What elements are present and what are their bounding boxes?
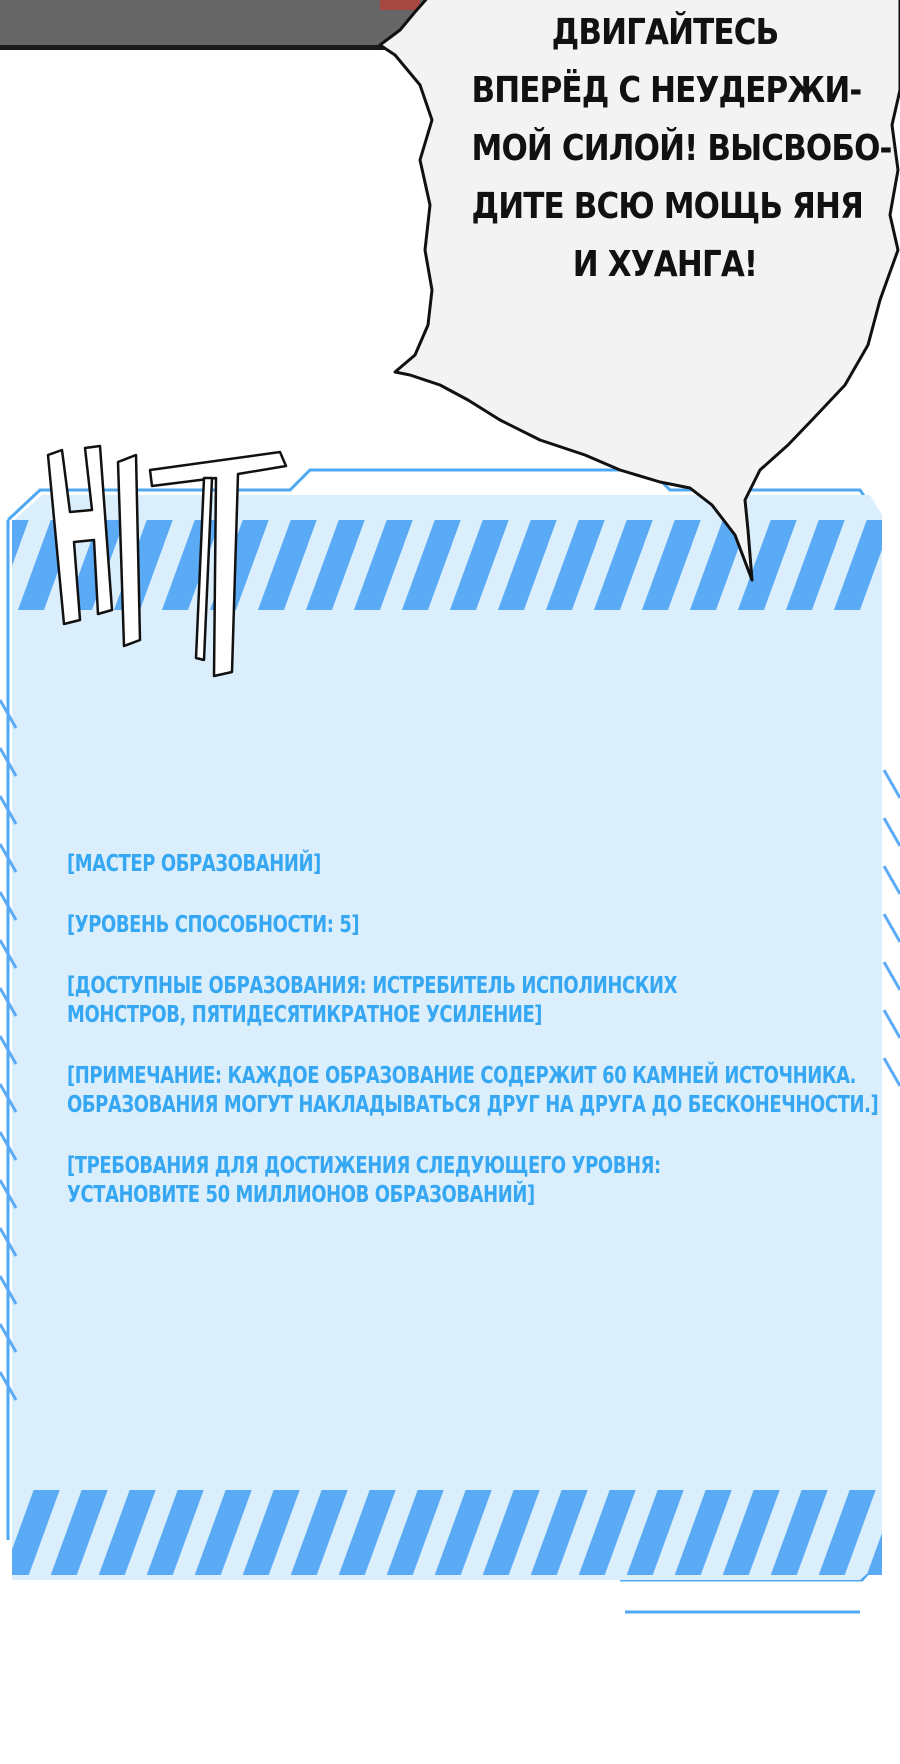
- entry-note: [ПРИМЕЧАНИЕ: КАЖДОЕ ОБРАЗОВАНИЕ СОДЕРЖИТ 60 КАМНЕЙ ИСТОЧНИКА. ОБРАЗОВАНИЯ МОГУТ НАКЛАДЫВАТЬСЯ ДРУГ НА ДРУГА ДО БЕСКОНЕЧНОСТИ.]: [67, 1063, 879, 1118]
- speech-line: ДИТЕ ВСЮ МОЩЬ ЯНЯ: [471, 186, 863, 227]
- entry-title: [МАСТЕР ОБРАЗОВАНИЙ]: [67, 851, 321, 877]
- entry-next-level-requirements: [ТРЕБОВАНИЯ ДЛЯ ДОСТИЖЕНИЯ СЛЕДУЮЩЕГО УРОВНЯ: УСТАНОВИТЕ 50 МИЛЛИОНОВ ОБРАЗОВАНИЙ]: [67, 1153, 661, 1208]
- speech-line: ДВИГАЙТЕСЬ: [551, 12, 779, 53]
- entry-ability-level: [УРОВЕНЬ СПОСОБНОСТИ: 5]: [67, 912, 360, 938]
- speech-line: МОЙ СИЛОЙ! ВЫСВОБО-: [471, 128, 892, 169]
- system-message: [67, 850, 879, 1210]
- entry-available-formations: [ДОСТУПНЫЕ ОБРАЗОВАНИЯ: ИСТРЕБИТЕЛЬ ИСПОЛИНСКИХ МОНСТРОВ, ПЯТИДЕСЯТИКРАТНОЕ УСИЛЕНИЕ]: [67, 973, 678, 1028]
- bottom-stripe-band: [12, 1490, 882, 1575]
- speech-line: И ХУАНГА!: [572, 244, 758, 285]
- right-side-ticks: [884, 770, 900, 1086]
- speech-line: ВПЕРЁД С НЕУДЕРЖИ-: [471, 70, 862, 111]
- speech-bubble-text: [471, 4, 892, 294]
